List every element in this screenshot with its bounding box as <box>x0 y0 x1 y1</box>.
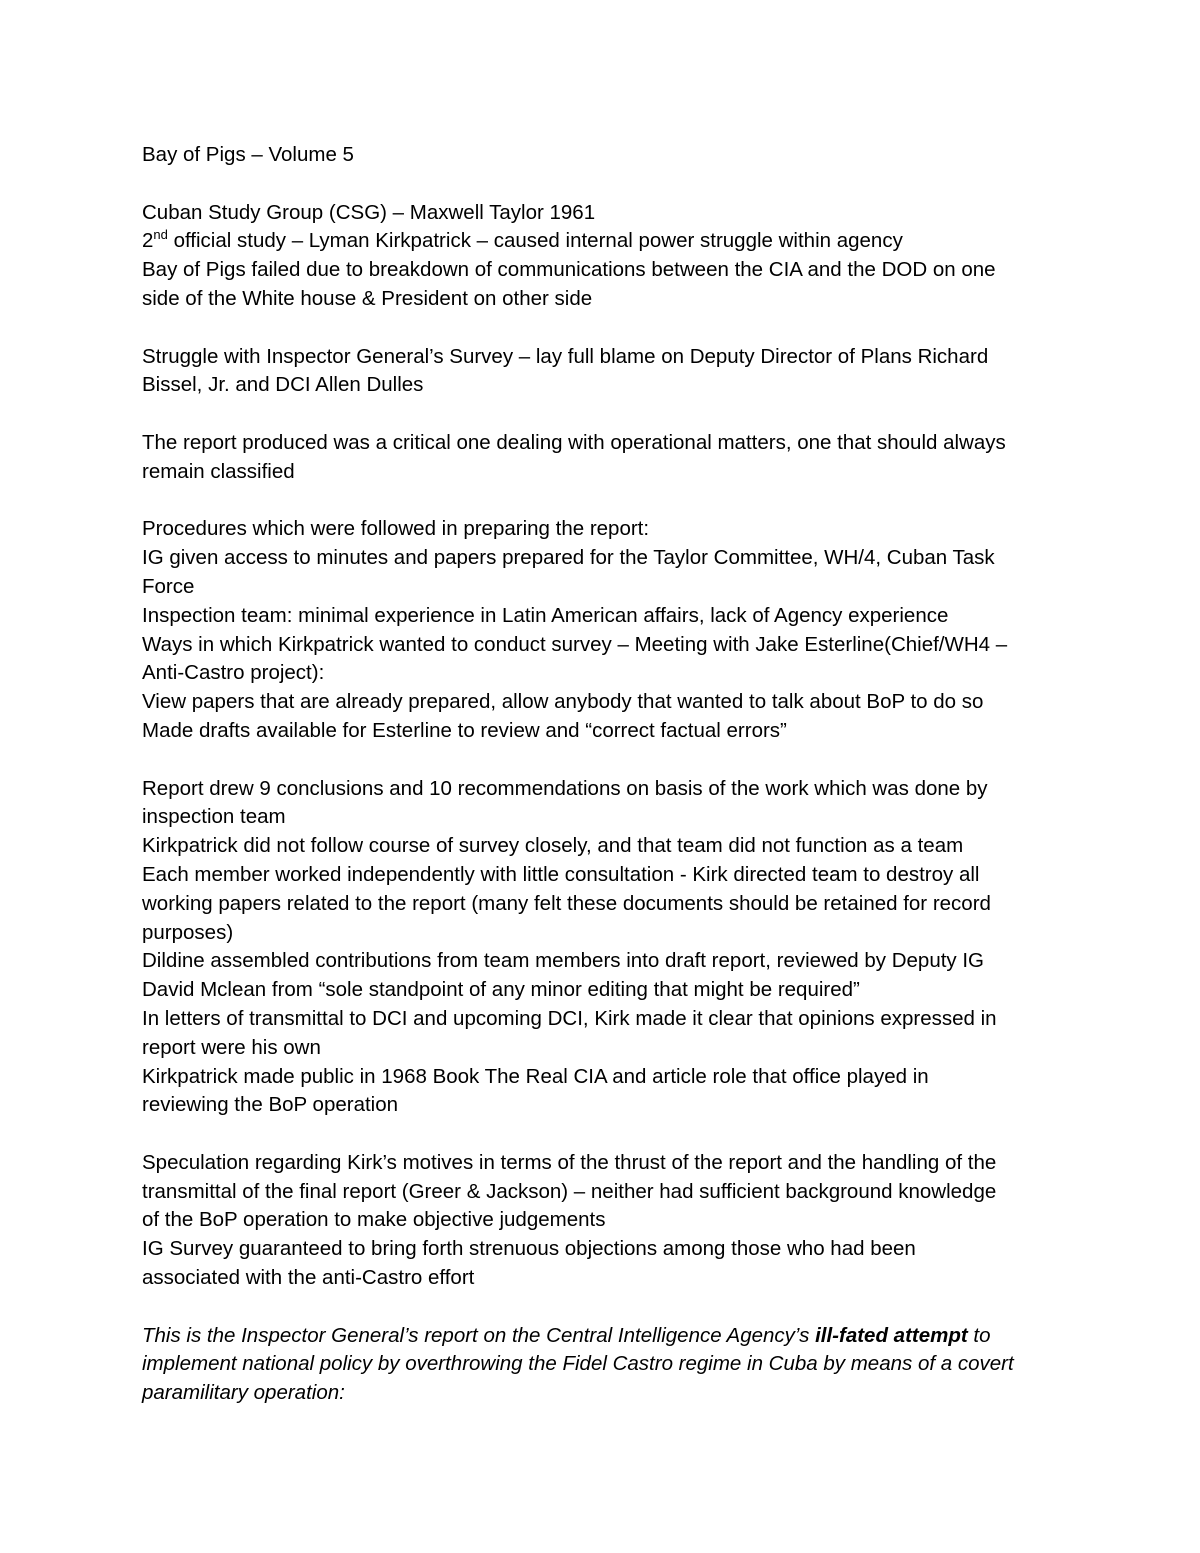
text-line: working papers related to the report (many felt these documents should be retained for record <box>142 891 991 915</box>
text-line: Ways in which Kirkpatrick wanted to conduct survey – Meeting with Jake Esterline(Chief/WH4 – <box>142 632 1008 656</box>
bold-italic-phrase: ill-fated attempt <box>815 1323 968 1347</box>
paragraph-gap <box>142 170 1072 199</box>
text-line: remain classified <box>142 459 295 483</box>
text-line: purposes) <box>142 920 234 944</box>
text-line: View papers that are already prepared, allow anybody that wanted to talk about BoP to do so <box>142 690 984 714</box>
paragraph-gap <box>142 314 1072 343</box>
paragraph-gap <box>142 487 1072 516</box>
text-line: report were his own <box>142 1035 321 1059</box>
text-line <box>142 227 1072 256</box>
text-line: side of the White house & President on other side <box>142 286 593 310</box>
document-page <box>142 141 1072 1408</box>
text-line: inspection team <box>142 805 286 829</box>
text-line: The report produced was a critical one dealing with operational matters, one that should always <box>142 430 1006 454</box>
text-line: Each member worked independently with little consultation - Kirk directed team to destroy all <box>142 862 980 886</box>
text-line: of the BoP operation to make objective judgements <box>142 1208 606 1232</box>
paragraph-gap <box>142 400 1072 429</box>
text-run: official study – Lyman Kirkpatrick – caused internal power struggle within agency <box>167 229 903 253</box>
document-title: Bay of Pigs – Volume 5 <box>142 143 354 166</box>
text-line: Cuban Study Group (CSG) – Maxwell Taylor 1961 <box>142 200 596 224</box>
text-line: Force <box>142 574 195 598</box>
text-run: to <box>967 1323 991 1347</box>
text-line: Made drafts available for Esterline to review and “correct factual errors” <box>142 718 787 742</box>
italic-text-line: paramilitary operation: <box>142 1381 345 1405</box>
text-line: Kirkpatrick made public in 1968 Book The Real CIA and article role that office played in <box>142 1064 929 1088</box>
text-line: In letters of transmittal to DCI and upcoming DCI, Kirk made it clear that opinions expressed in <box>142 1006 997 1030</box>
paragraph-gap <box>142 1293 1072 1322</box>
text-line: Report drew 9 conclusions and 10 recommendations on basis of the work which was done by <box>142 776 988 800</box>
ordinal-suffix: nd <box>153 227 168 243</box>
italic-text-line <box>142 1322 1072 1351</box>
text-line: reviewing the BoP operation <box>142 1093 399 1117</box>
text-line: Speculation regarding Kirk’s motives in terms of the thrust of the report and the handling of the <box>142 1150 997 1174</box>
text-line: IG Survey guaranteed to bring forth strenuous objections among those who had been <box>142 1237 916 1261</box>
paragraph-gap <box>142 1120 1072 1149</box>
text-line: associated with the anti-Castro effort <box>142 1266 475 1290</box>
text-run: This is the Inspector General’s report on the Central Intelligence Agency’s <box>142 1323 816 1347</box>
text-line: Bissel, Jr. and DCI Allen Dulles <box>142 373 424 397</box>
text-line: Anti-Castro project): <box>142 661 325 685</box>
text-line: Kirkpatrick did not follow course of survey closely, and that team did not function as a team <box>142 834 964 858</box>
paragraph-gap <box>142 746 1072 775</box>
text-line: Bay of Pigs failed due to breakdown of communications between the CIA and the DOD on one <box>142 258 996 282</box>
text-line: Inspection team: minimal experience in Latin American affairs, lack of Agency experience <box>142 603 949 627</box>
text-line: Procedures which were followed in preparing the report: <box>142 517 650 541</box>
italic-text-line: implement national policy by overthrowing the Fidel Castro regime in Cuba by means of a covert <box>142 1352 1014 1376</box>
text-line: transmittal of the final report (Greer & Jackson) – neither had sufficient background knowledge <box>142 1179 997 1203</box>
text-line: David Mclean from “sole standpoint of any minor editing that might be required” <box>142 978 860 1002</box>
text-line: IG given access to minutes and papers prepared for the Taylor Committee, WH/4, Cuban Task <box>142 546 995 570</box>
ordinal-number: 2 <box>142 229 154 253</box>
text-line: Struggle with Inspector General’s Survey – lay full blame on Deputy Director of Plans Richard <box>142 344 989 368</box>
text-line: Dildine assembled contributions from team members into draft report, reviewed by Deputy IG <box>142 949 985 973</box>
